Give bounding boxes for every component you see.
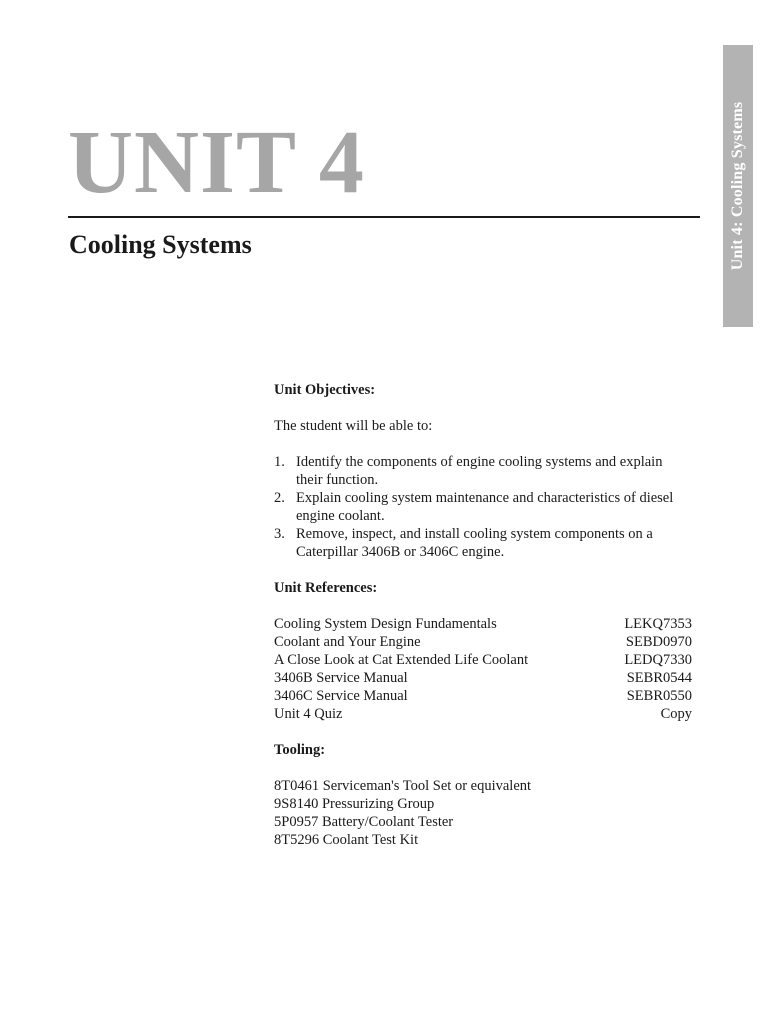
reference-row bbox=[274, 687, 692, 705]
reference-name: 3406B Service Manual bbox=[274, 670, 408, 686]
objectives-intro: The student will be able to: bbox=[274, 418, 433, 434]
reference-name: A Close Look at Cat Extended Life Coolant bbox=[274, 652, 529, 668]
reference-row bbox=[274, 705, 692, 723]
tooling-item: 8T5296 Coolant Test Kit bbox=[274, 832, 419, 848]
list-item bbox=[274, 453, 692, 489]
spacer bbox=[274, 597, 692, 615]
reference-name: 3406C Service Manual bbox=[274, 688, 408, 704]
references-list bbox=[274, 615, 692, 723]
reference-name: Cooling System Design Fundamentals bbox=[274, 616, 497, 632]
tooling-item: 5P0957 Battery/Coolant Tester bbox=[274, 814, 454, 830]
spacer bbox=[274, 435, 692, 453]
list-item-text: Identify the components of engine cooling systems and explain their function. bbox=[296, 454, 663, 488]
list-item bbox=[274, 489, 692, 525]
tooling-title: Tooling: bbox=[274, 742, 326, 758]
side-tab-label: Unit 4: Cooling Systems bbox=[729, 101, 746, 271]
reference-row bbox=[274, 615, 692, 633]
spacer bbox=[274, 561, 692, 579]
reference-row bbox=[274, 651, 692, 669]
reference-code: LEDQ7330 bbox=[624, 652, 692, 668]
reference-name: Unit 4 Quiz bbox=[274, 706, 343, 722]
reference-row bbox=[274, 633, 692, 651]
references-title: Unit References: bbox=[274, 580, 378, 596]
reference-code: LEKQ7353 bbox=[624, 616, 692, 632]
title-divider bbox=[68, 216, 700, 218]
reference-code: Copy bbox=[660, 706, 692, 722]
spacer bbox=[274, 399, 692, 417]
spacer bbox=[274, 759, 692, 777]
list-item-text: Remove, inspect, and install cooling system components on a Caterpillar 3406B or 3406C engine. bbox=[296, 526, 653, 560]
list-item-number: 1. bbox=[274, 454, 285, 470]
reference-name: Coolant and Your Engine bbox=[274, 634, 421, 650]
reference-code: SEBR0550 bbox=[626, 688, 692, 704]
unit-subtitle: Cooling Systems bbox=[69, 230, 252, 259]
reference-code: SEBR0544 bbox=[626, 670, 692, 686]
reference-code: SEBD0970 bbox=[625, 634, 692, 650]
objectives-title: Unit Objectives: bbox=[274, 382, 376, 398]
list-item bbox=[274, 525, 692, 561]
tooling-list bbox=[274, 777, 692, 849]
list-item-number: 3. bbox=[274, 526, 285, 542]
side-tab bbox=[723, 45, 753, 327]
tooling-item: 9S8140 Pressurizing Group bbox=[274, 796, 435, 812]
unit-title: UNIT 4 bbox=[68, 113, 365, 212]
spacer bbox=[274, 723, 692, 741]
tooling-item: 8T0461 Serviceman's Tool Set or equivalent bbox=[274, 778, 532, 794]
unit-content bbox=[274, 381, 692, 849]
objectives-list bbox=[274, 453, 692, 561]
list-item-text: Explain cooling system maintenance and characteristics of diesel engine coolant. bbox=[296, 490, 674, 524]
list-item-number: 2. bbox=[274, 490, 285, 506]
reference-row bbox=[274, 669, 692, 687]
